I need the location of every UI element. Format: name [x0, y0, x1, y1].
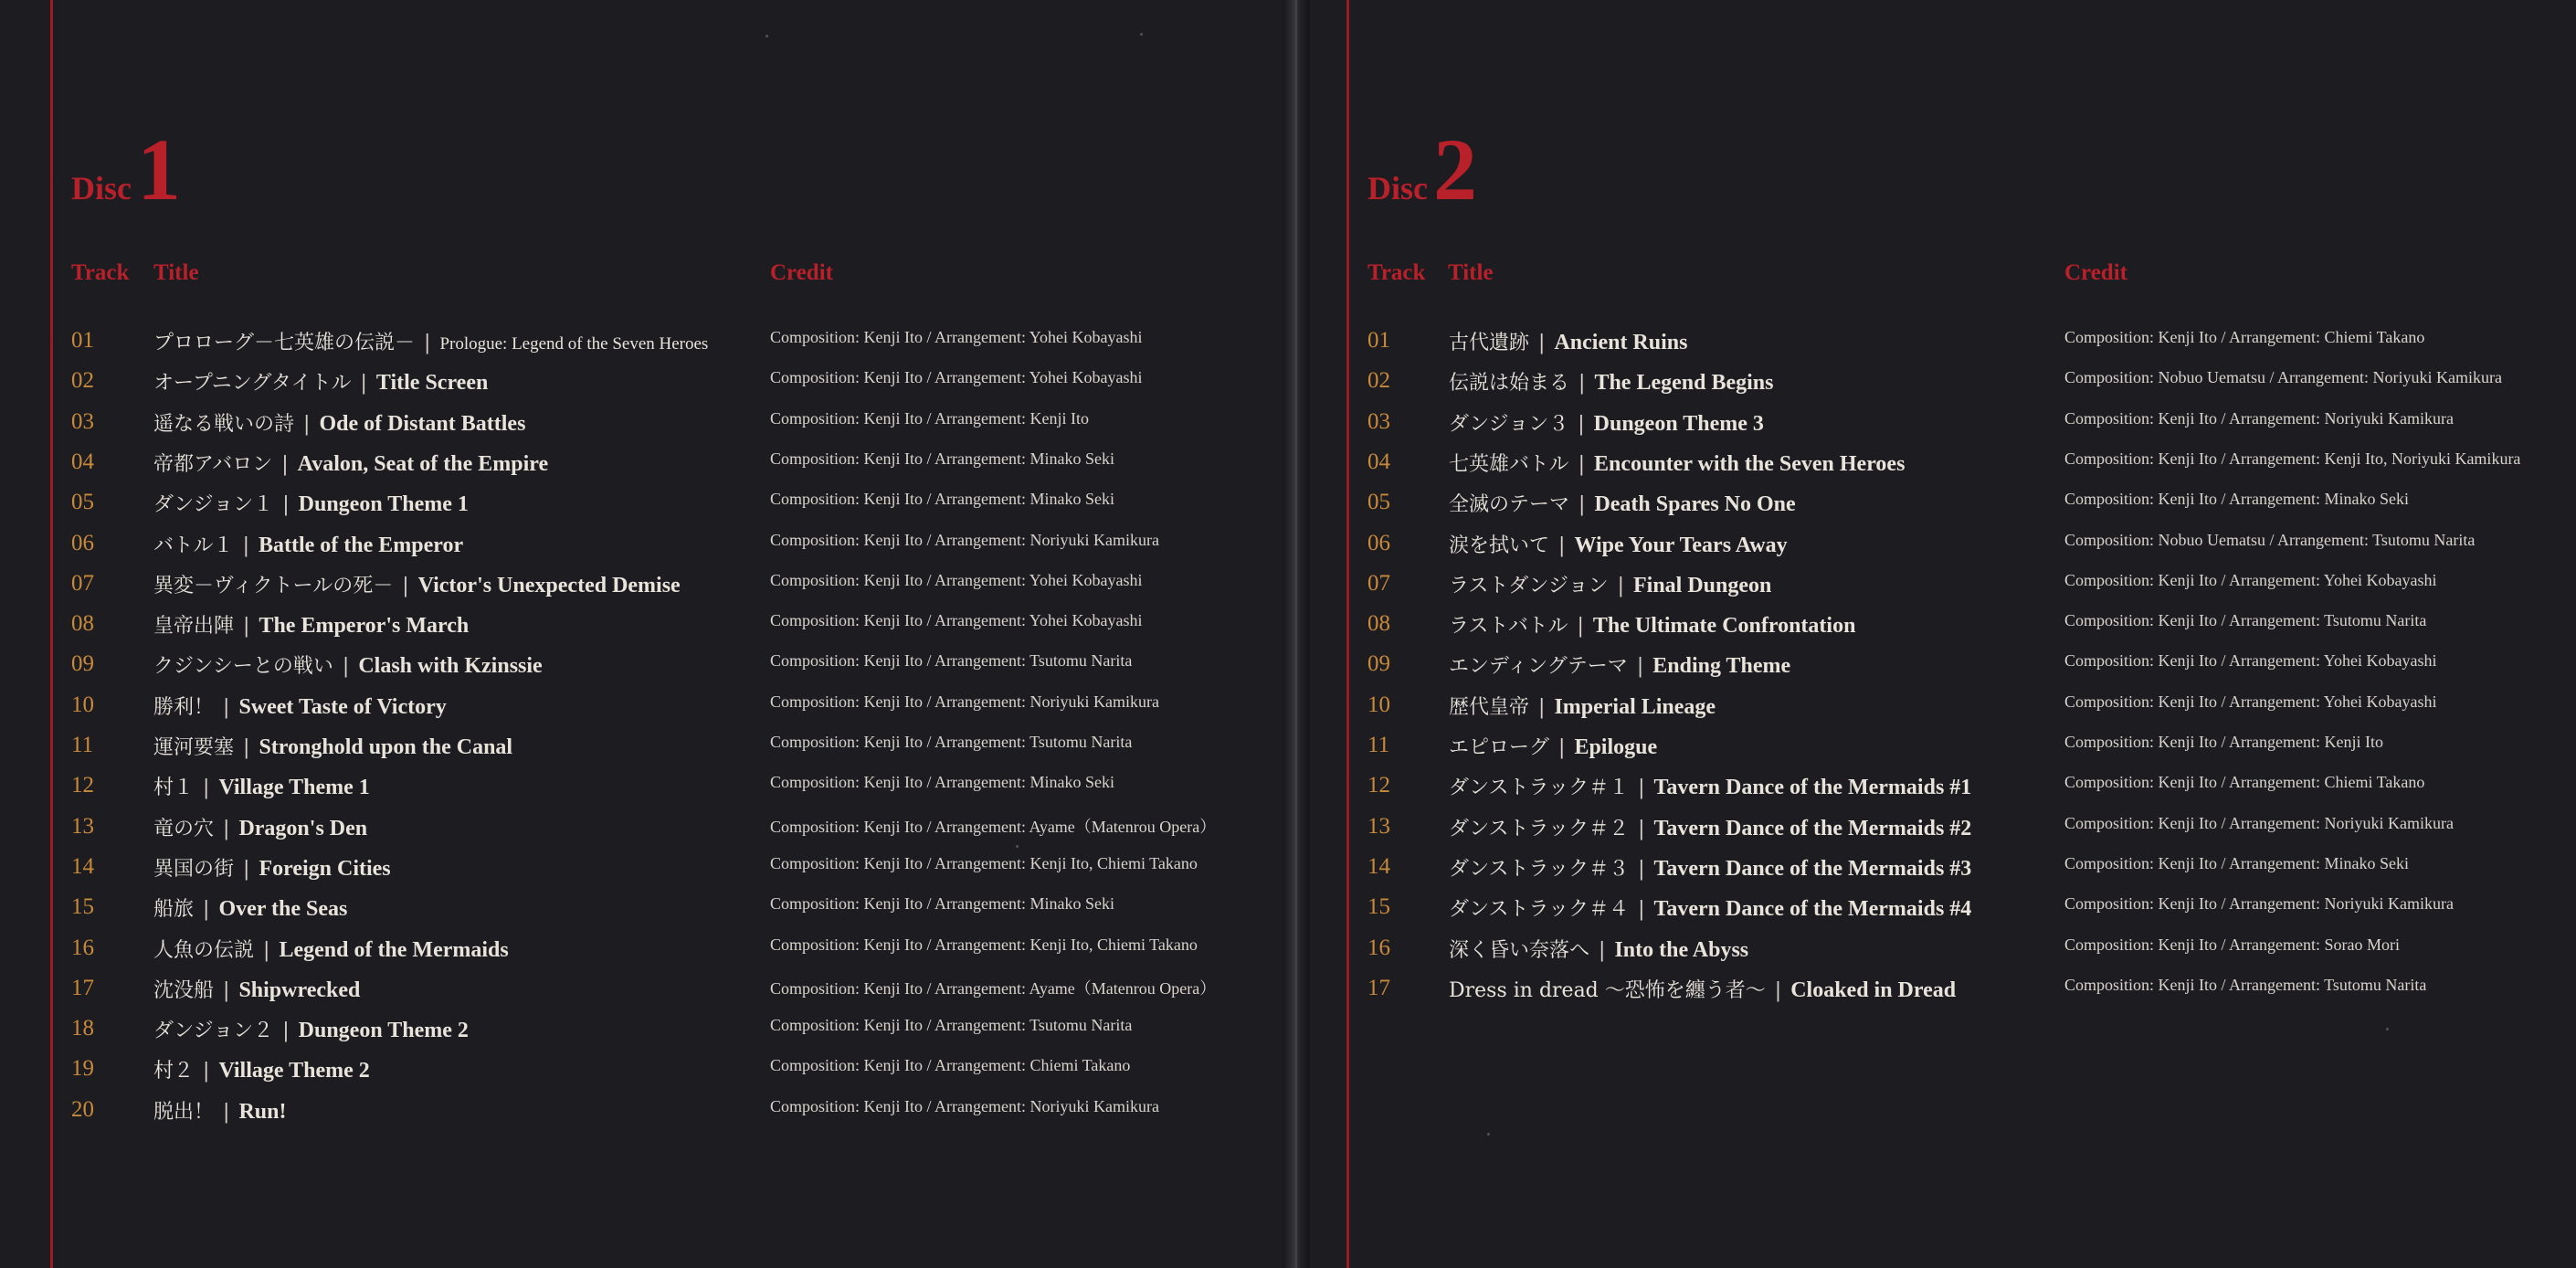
track-credit: Composition: Kenji Ito / Arrangement: Chiemi Takano: [2064, 328, 2425, 346]
track-credit: Composition: Kenji Ito / Arrangement: Noriyuki Kamikura: [770, 1096, 1159, 1115]
title-separator: |: [1636, 655, 1644, 679]
track-title-english: Shipwrecked: [238, 977, 361, 1002]
track-title-english: Epilogue: [1574, 735, 1658, 759]
track-title-english: Cloaked in Dread: [1790, 977, 1957, 1002]
track-row: [71, 608, 1332, 648]
track-title-english: Tavern Dance of the Mermaids #2: [1653, 816, 1972, 840]
track-title: [1449, 327, 1687, 355]
track-number: 03: [1367, 408, 1390, 434]
track-row: [1367, 689, 2576, 729]
track-title: [1449, 530, 1788, 558]
track-row: [1367, 324, 2576, 365]
track-row: [1367, 648, 2576, 688]
track-title-japanese: 遥なる戦いの詩: [153, 412, 295, 436]
title-separator: |: [360, 372, 367, 396]
track-row: [71, 851, 1332, 891]
track-number: 19: [71, 1056, 94, 1082]
track-title-japanese: 歴代皇帝: [1449, 695, 1530, 719]
track-title-japanese: 人魚の伝説: [153, 938, 255, 962]
track-title-japanese: 涙を拭いて: [1449, 534, 1550, 557]
track-title-japanese: プロローグ－七英雄の伝説－: [153, 332, 416, 354]
title-separator: |: [1774, 978, 1782, 1002]
disc2-red-rule: [1346, 0, 1349, 1268]
track-credit: Composition: Kenji Ito / Arrangement: Yohei Kobayashi: [2064, 651, 2437, 671]
track-title-english: Village Theme 1: [218, 776, 370, 800]
track-title-english: Legend of the Mermaids: [279, 937, 509, 962]
title-separator: |: [1538, 695, 1546, 719]
track-row: [71, 486, 1332, 526]
track-title-japanese: 異国の街: [153, 857, 235, 881]
track-credit: Composition: Kenji Ito / Arrangement: Ayame（Matenrou Opera）: [770, 978, 1217, 998]
title-separator: |: [263, 938, 270, 962]
track-number: 07: [1367, 570, 1390, 596]
track-title: [153, 327, 708, 355]
track-title-japanese: 古代遺跡: [1449, 332, 1530, 354]
track-credit: Composition: Kenji Ito / Arrangement: Minako Seki: [770, 449, 1114, 468]
title-separator: |: [303, 412, 311, 436]
paper-speck: [2386, 1028, 2389, 1030]
track-title-english: Final Dungeon: [1633, 573, 1772, 597]
track-number: 16: [1367, 935, 1390, 960]
track-title-japanese: オープニングタイトル: [153, 372, 352, 396]
disc2-panel: [1367, 0, 2576, 1268]
track-number: 10: [71, 692, 94, 717]
track-credit: Composition: Kenji Ito / Arrangement: Ayame（Matenrou Opera）: [770, 817, 1217, 836]
title-separator: |: [242, 534, 249, 557]
track-title-english: Dungeon Theme 1: [298, 492, 469, 517]
track-title-japanese: 沈没船: [153, 978, 215, 1002]
track-title: [153, 813, 367, 841]
track-credit: Composition: Kenji Ito / Arrangement: Kenji Ito, Chiemi Takano: [770, 935, 1198, 954]
track-title: [153, 893, 347, 922]
track-number: 17: [1367, 975, 1390, 1000]
track-number: 12: [1367, 773, 1390, 798]
track-title-japanese: ダンストラック＃１: [1449, 777, 1630, 800]
track-credit: Composition: Kenji Ito / Arrangement: Noriyuki Kamikura: [770, 692, 1159, 711]
track-row: [71, 1094, 1332, 1134]
track-title-japanese: ダンジョン３: [1449, 412, 1569, 436]
track-credit: Composition: Kenji Ito / Arrangement: Minako Seki: [2064, 853, 2409, 872]
paper-speck: [1487, 1133, 1490, 1136]
disc1-number: 1: [137, 121, 181, 218]
disc1-header-credit: Credit: [770, 260, 833, 285]
track-row: [1367, 729, 2576, 769]
track-title-english: Village Theme 2: [218, 1059, 370, 1083]
track-title-japanese: クジンシーとの戦い: [153, 655, 333, 679]
track-credit: Composition: Kenji Ito / Arrangement: Chiemi Takano: [770, 1056, 1131, 1075]
track-row: [1367, 406, 2576, 446]
track-title-english: Into the Abyss: [1614, 937, 1749, 962]
track-credit: Composition: Kenji Ito / Arrangement: Minako Seki: [770, 894, 1114, 914]
track-credit: Composition: Kenji Ito / Arrangement: Tsutomu Narita: [770, 1016, 1133, 1035]
title-separator: |: [424, 332, 431, 354]
track-number: 06: [71, 530, 94, 555]
title-separator: |: [1638, 857, 1645, 881]
track-title: [153, 530, 463, 558]
track-title-english: Ode of Distant Battles: [319, 411, 526, 436]
disc2-header-track: Track: [1367, 260, 1426, 285]
track-number: 15: [1367, 894, 1390, 920]
track-title: [1449, 813, 1971, 841]
track-credit: Composition: Kenji Ito / Arrangement: Sorao Mori: [2064, 935, 2400, 954]
title-separator: |: [203, 898, 210, 922]
track-title: [153, 1096, 286, 1125]
track-number: 08: [1367, 611, 1390, 637]
track-number: 15: [71, 894, 94, 920]
track-number: 04: [1367, 449, 1390, 474]
track-row: [71, 446, 1332, 486]
track-title-english: The Ultimate Confrontation: [1592, 614, 1856, 639]
track-title-japanese: エンディングテーマ: [1449, 655, 1628, 679]
track-title: [1449, 935, 1748, 963]
track-row: [71, 1012, 1332, 1052]
track-credit: Composition: Kenji Ito / Arrangement: Yohei Kobayashi: [770, 570, 1143, 589]
title-separator: |: [281, 452, 289, 476]
track-credit: Composition: Kenji Ito / Arrangement: Kenji Ito, Chiemi Takano: [770, 853, 1198, 872]
title-separator: |: [1599, 938, 1606, 962]
title-separator: |: [1578, 493, 1586, 517]
disc1-heading: [71, 119, 181, 220]
track-title-english: Dungeon Theme 3: [1593, 411, 1764, 436]
track-title-english: Foreign Cities: [259, 856, 391, 881]
title-separator: |: [1578, 412, 1585, 436]
track-title: [1449, 853, 1971, 882]
track-row: [71, 729, 1332, 769]
track-title: [1449, 489, 1796, 517]
track-title: [153, 367, 488, 396]
track-credit: Composition: Kenji Ito / Arrangement: Tsutomu Narita: [2064, 611, 2427, 630]
disc1-header-track: Track: [71, 260, 130, 285]
track-credit: Composition: Kenji Ito / Arrangement: Noriyuki Kamikura: [2064, 894, 2454, 914]
track-title-english: Prologue: Legend of the Seven Heroes: [439, 334, 709, 354]
track-row: [1367, 608, 2576, 648]
track-title-english: The Legend Begins: [1594, 371, 1774, 396]
track-title-english: Ancient Ruins: [1554, 331, 1688, 354]
track-title-japanese: 村２: [153, 1060, 195, 1083]
track-row: [1367, 891, 2576, 931]
track-number: 12: [71, 773, 94, 798]
track-number: 09: [71, 651, 94, 677]
track-credit: Composition: Kenji Ito / Arrangement: Yohei Kobayashi: [2064, 570, 2437, 589]
track-title: [153, 408, 525, 437]
track-number: 05: [71, 490, 94, 515]
track-row: [71, 689, 1332, 729]
track-title-japanese: 深く昏い奈落へ: [1449, 938, 1590, 962]
track-row: [71, 324, 1332, 365]
track-title-japanese: ダンストラック＃２: [1449, 817, 1630, 840]
track-title: [153, 489, 469, 517]
track-title-english: Tavern Dance of the Mermaids #1: [1653, 776, 1972, 800]
track-credit: Composition: Kenji Ito / Arrangement: Tsutomu Narita: [2064, 975, 2427, 994]
track-title-english: Run!: [238, 1099, 287, 1124]
disc1-red-rule: [50, 0, 53, 1268]
title-separator: |: [1577, 615, 1584, 639]
track-title-english: Imperial Lineage: [1554, 694, 1716, 719]
track-title-japanese: 勝利！: [153, 695, 215, 719]
track-row: [1367, 446, 2576, 486]
track-number: 03: [71, 408, 94, 434]
track-number: 07: [71, 570, 94, 596]
track-title-english: Dragon's Den: [238, 816, 368, 840]
track-credit: Composition: Kenji Ito / Arrangement: Kenji Ito: [2064, 733, 2383, 751]
title-separator: |: [1617, 574, 1624, 597]
track-credit: Composition: Kenji Ito / Arrangement: Yohei Kobayashi: [770, 611, 1143, 630]
title-separator: |: [223, 817, 230, 840]
track-title-japanese: 運河要塞: [153, 736, 235, 759]
title-separator: |: [203, 1060, 210, 1083]
track-title: [1449, 408, 1764, 437]
title-separator: |: [1538, 332, 1546, 354]
title-separator: |: [1558, 736, 1566, 759]
track-credit: Composition: Kenji Ito / Arrangement: Noriyuki Kamikura: [2064, 813, 2454, 832]
title-separator: |: [1578, 372, 1586, 396]
track-row: [71, 810, 1332, 851]
track-row: [71, 891, 1332, 931]
track-number: 11: [1367, 733, 1390, 757]
track-row: [71, 932, 1332, 972]
title-separator: |: [282, 1020, 290, 1043]
disc2-number: 2: [1433, 121, 1477, 218]
track-credit: Composition: Kenji Ito / Arrangement: Minako Seki: [770, 490, 1114, 509]
track-title: [153, 975, 360, 1003]
title-separator: |: [1638, 898, 1645, 922]
track-credit: Composition: Kenji Ito / Arrangement: Tsutomu Narita: [770, 733, 1133, 751]
track-title: [153, 610, 469, 639]
track-title-japanese: エピローグ: [1449, 736, 1550, 759]
track-title-english: Encounter with the Seven Heroes: [1593, 451, 1906, 476]
track-title: [1449, 449, 1905, 477]
track-title-japanese: 脱出！: [153, 1100, 215, 1124]
track-title: [153, 650, 543, 679]
track-title: [1449, 732, 1657, 760]
track-title-japanese: ダンジョン１: [153, 493, 274, 517]
track-row: [71, 648, 1332, 688]
title-separator: |: [1558, 534, 1566, 557]
track-row: [71, 769, 1332, 809]
track-credit: Composition: Kenji Ito / Arrangement: Noriyuki Kamikura: [2064, 408, 2454, 428]
track-row: [1367, 769, 2576, 809]
track-row: [71, 972, 1332, 1012]
track-title: [153, 935, 509, 963]
track-row: [1367, 932, 2576, 972]
title-separator: |: [223, 1100, 230, 1124]
track-credit: Composition: Kenji Ito / Arrangement: Minako Seki: [770, 773, 1114, 792]
title-separator: |: [243, 615, 250, 639]
track-number: 06: [1367, 530, 1390, 555]
track-title-english: Victor's Unexpected Demise: [417, 573, 681, 597]
track-title-english: Clash with Kzinssie: [358, 654, 543, 679]
track-row: [1367, 972, 2576, 1012]
title-separator: |: [1638, 817, 1645, 840]
title-separator: |: [243, 857, 250, 881]
track-title-japanese: 竜の穴: [153, 817, 215, 840]
title-separator: |: [342, 655, 350, 679]
track-title: [153, 1055, 370, 1083]
title-separator: |: [243, 736, 250, 759]
track-credit: Composition: Kenji Ito / Arrangement: Tsutomu Narita: [770, 651, 1133, 671]
track-number: 20: [71, 1096, 94, 1122]
track-row: [1367, 365, 2576, 405]
track-title: [1449, 570, 1771, 598]
track-credit: Composition: Nobuo Uematsu / Arrangement: Noriyuki Kamikura: [2064, 368, 2502, 387]
track-number: 05: [1367, 490, 1390, 515]
track-title-japanese: バトル１: [153, 534, 234, 557]
track-title-japanese: ラストダンジョン: [1449, 574, 1609, 597]
track-credit: Composition: Kenji Ito / Arrangement: Yohei Kobayashi: [770, 328, 1143, 346]
track-number: 11: [71, 733, 94, 757]
disc2-heading: [1367, 119, 1477, 220]
track-title: [1449, 893, 1971, 922]
track-row: [1367, 527, 2576, 567]
track-title-english: Ending Theme: [1652, 654, 1791, 679]
track-title-english: Dungeon Theme 2: [298, 1019, 469, 1043]
track-title-english: Death Spares No One: [1594, 492, 1796, 517]
disc1-header-title: Title: [153, 260, 199, 285]
track-number: 13: [1367, 813, 1390, 839]
track-credit: Composition: Kenji Ito / Arrangement: Yohei Kobayashi: [770, 368, 1143, 387]
track-title: [153, 1015, 469, 1043]
track-row: [1367, 851, 2576, 891]
track-title-japanese: 全滅のテーマ: [1449, 493, 1570, 517]
track-title-english: Sweet Taste of Victory: [238, 694, 447, 719]
title-separator: |: [223, 978, 230, 1002]
track-title-japanese: 村１: [153, 777, 195, 800]
track-row: [71, 365, 1332, 405]
track-title-japanese: 異変－ヴィクトールの死－: [153, 574, 394, 597]
track-title-japanese: 七英雄バトル: [1449, 452, 1569, 476]
track-number: 16: [71, 935, 94, 960]
track-number: 01: [1367, 328, 1390, 353]
track-number: 02: [1367, 368, 1390, 394]
disc2-label: Disc: [1367, 170, 1428, 206]
track-title-english: The Emperor's March: [259, 614, 470, 639]
disc2-header-credit: Credit: [2064, 260, 2127, 285]
track-number: 10: [1367, 692, 1390, 717]
track-number: 01: [71, 328, 94, 353]
track-title: [153, 570, 681, 598]
title-separator: |: [223, 695, 230, 719]
track-number: 02: [71, 368, 94, 394]
track-title-japanese: ダンストラック＃３: [1449, 857, 1630, 881]
track-credit: Composition: Nobuo Uematsu / Arrangement: Tsutomu Narita: [2064, 530, 2476, 549]
track-row: [1367, 567, 2576, 608]
track-title: [153, 772, 370, 800]
track-row: [71, 527, 1332, 567]
track-credit: Composition: Kenji Ito / Arrangement: Kenji Ito: [770, 408, 1089, 428]
title-separator: |: [203, 777, 210, 800]
track-number: 13: [71, 813, 94, 839]
track-row: [71, 1052, 1332, 1093]
track-number: 08: [71, 611, 94, 637]
track-title-japanese: ダンジョン２: [153, 1020, 274, 1043]
track-credit: Composition: Kenji Ito / Arrangement: Chiemi Takano: [2064, 773, 2425, 792]
track-credit: Composition: Kenji Ito / Arrangement: Noriyuki Kamikura: [770, 530, 1159, 549]
paper-speck: [765, 35, 768, 37]
track-credit: Composition: Kenji Ito / Arrangement: Minako Seki: [2064, 490, 2409, 509]
track-title-english: Battle of the Emperor: [258, 533, 464, 557]
track-title-japanese: Dress in dread ～恐怖を纏う者～: [1449, 978, 1766, 1002]
track-title: [153, 449, 548, 477]
track-credit: Composition: Kenji Ito / Arrangement: Yohei Kobayashi: [2064, 692, 2437, 711]
track-title: [1449, 772, 1971, 800]
track-title-japanese: 帝都アバロン: [153, 452, 273, 476]
paper-speck: [1140, 33, 1143, 36]
track-title: [1449, 610, 1855, 639]
track-title-english: Avalon, Seat of the Empire: [297, 451, 549, 476]
track-title-english: Title Screen: [375, 371, 489, 396]
track-number: 09: [1367, 651, 1390, 677]
track-title-japanese: 船旅: [153, 898, 195, 922]
disc1-label: Disc: [71, 170, 132, 206]
disc1-panel: [71, 0, 1332, 1268]
title-separator: |: [1578, 452, 1585, 476]
track-title-english: Over the Seas: [218, 897, 348, 922]
track-title: [1449, 975, 1956, 1003]
track-number: 17: [71, 975, 94, 1000]
track-row: [1367, 486, 2576, 526]
track-number: 18: [71, 1016, 94, 1041]
title-separator: |: [282, 493, 290, 517]
track-number: 14: [71, 853, 94, 879]
track-title: [153, 732, 512, 760]
track-number: 14: [1367, 853, 1390, 879]
track-title-english: Tavern Dance of the Mermaids #4: [1653, 897, 1972, 922]
disc2-header-title: Title: [1448, 260, 1494, 285]
track-title-japanese: ダンストラック＃４: [1449, 898, 1630, 922]
track-row: [71, 567, 1332, 608]
track-title-english: Wipe Your Tears Away: [1574, 533, 1788, 557]
track-title-japanese: ラストバトル: [1449, 615, 1568, 639]
track-title-english: Stronghold upon the Canal: [259, 735, 513, 759]
title-separator: |: [402, 574, 409, 597]
track-row: [71, 406, 1332, 446]
track-title-japanese: 伝説は始まる: [1449, 372, 1570, 396]
paper-speck: [1016, 845, 1019, 848]
track-title-japanese: 皇帝出陣: [153, 615, 235, 639]
title-separator: |: [1638, 777, 1645, 800]
track-row: [1367, 810, 2576, 851]
track-number: 04: [71, 449, 94, 474]
track-title: [153, 853, 391, 882]
track-credit: Composition: Kenji Ito / Arrangement: Kenji Ito, Noriyuki Kamikura: [2064, 449, 2521, 468]
track-title-english: Tavern Dance of the Mermaids #3: [1653, 856, 1972, 881]
track-title: [1449, 367, 1773, 396]
track-title: [1449, 650, 1790, 679]
track-title: [1449, 692, 1716, 720]
track-title: [153, 692, 447, 720]
